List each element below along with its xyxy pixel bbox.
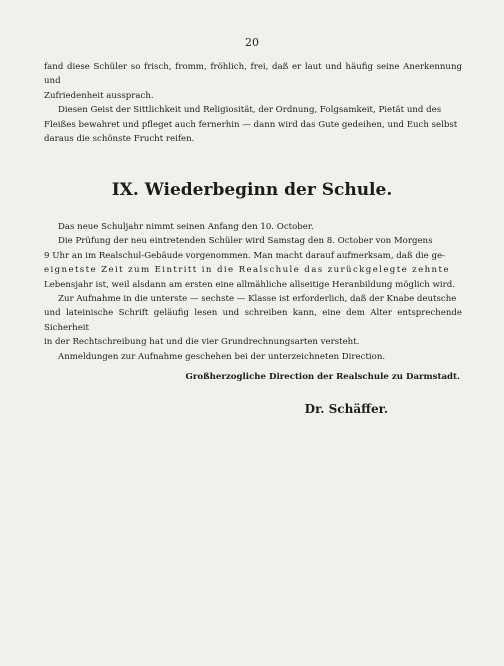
intro-line: Zufriedenheit aussprach. bbox=[44, 90, 154, 101]
section-body bbox=[44, 220, 462, 364]
paragraph-exam-line: Die Prüfung der neu eintretenden Schüler wird Samstag den 8. October von Morgens bbox=[58, 236, 433, 247]
paragraph-exam-line: eignetste Zeit zum Eintritt in die Realschule das zurückgelegte zehnte bbox=[44, 265, 450, 276]
paragraph-registration: Anmeldungen zur Aufnahme geschehen bei der unterzeichneten Direction. bbox=[58, 351, 386, 362]
intro-text bbox=[44, 60, 462, 146]
intro-line: Diesen Geist der Sittlichkeit und Religiosität, der Ordnung, Folgsamkeit, Pietät und des bbox=[58, 105, 442, 116]
paragraph-admission-line: in der Rechtschreibung hat und die vier Grundrechnungsarten versteht. bbox=[44, 337, 360, 348]
paragraph-admission-line: und lateinische Schrift geläufig lesen und schreiben kann, eine dem Alter entsprechende Sicherheit bbox=[44, 308, 462, 333]
paragraph-exam-line: 9 Uhr an im Realschul-Gebäude vorgenommen. Man macht darauf aufmerksam, daß die ge- bbox=[44, 250, 445, 261]
intro-line: daraus die schönste Frucht reifen. bbox=[44, 134, 195, 145]
paragraph-admission-line: Zur Aufnahme in die unterste — sechste — Klasse ist erforderlich, daß der Knabe deutsche bbox=[58, 294, 457, 305]
paragraph-start-date: Das neue Schuljahr nimmt seinen Anfang den 10. October. bbox=[58, 222, 314, 232]
signature-name: Dr. Schäffer. bbox=[304, 402, 388, 416]
intro-line: fand diese Schüler so frisch, fromm, fröhlich, frei, daß er laut und häufig seine Anerkennung und bbox=[44, 62, 462, 87]
signature-organization: Großherzogliche Direction der Realschule zu Darmstadt. bbox=[185, 372, 460, 382]
page-number: 20 bbox=[245, 36, 259, 49]
paragraph-exam-line: Lebensjahr ist, weil alsdann am ersten eine allmähliche allseitige Heranbildung möglich wird. bbox=[44, 279, 456, 290]
intro-line: Fleißes bewahret und pfleget auch fernerhin — dann wird das Gute gedeihen, und Euch selbst bbox=[44, 119, 458, 130]
section-heading: IX. Wiederbeginn der Schule. bbox=[111, 180, 393, 200]
